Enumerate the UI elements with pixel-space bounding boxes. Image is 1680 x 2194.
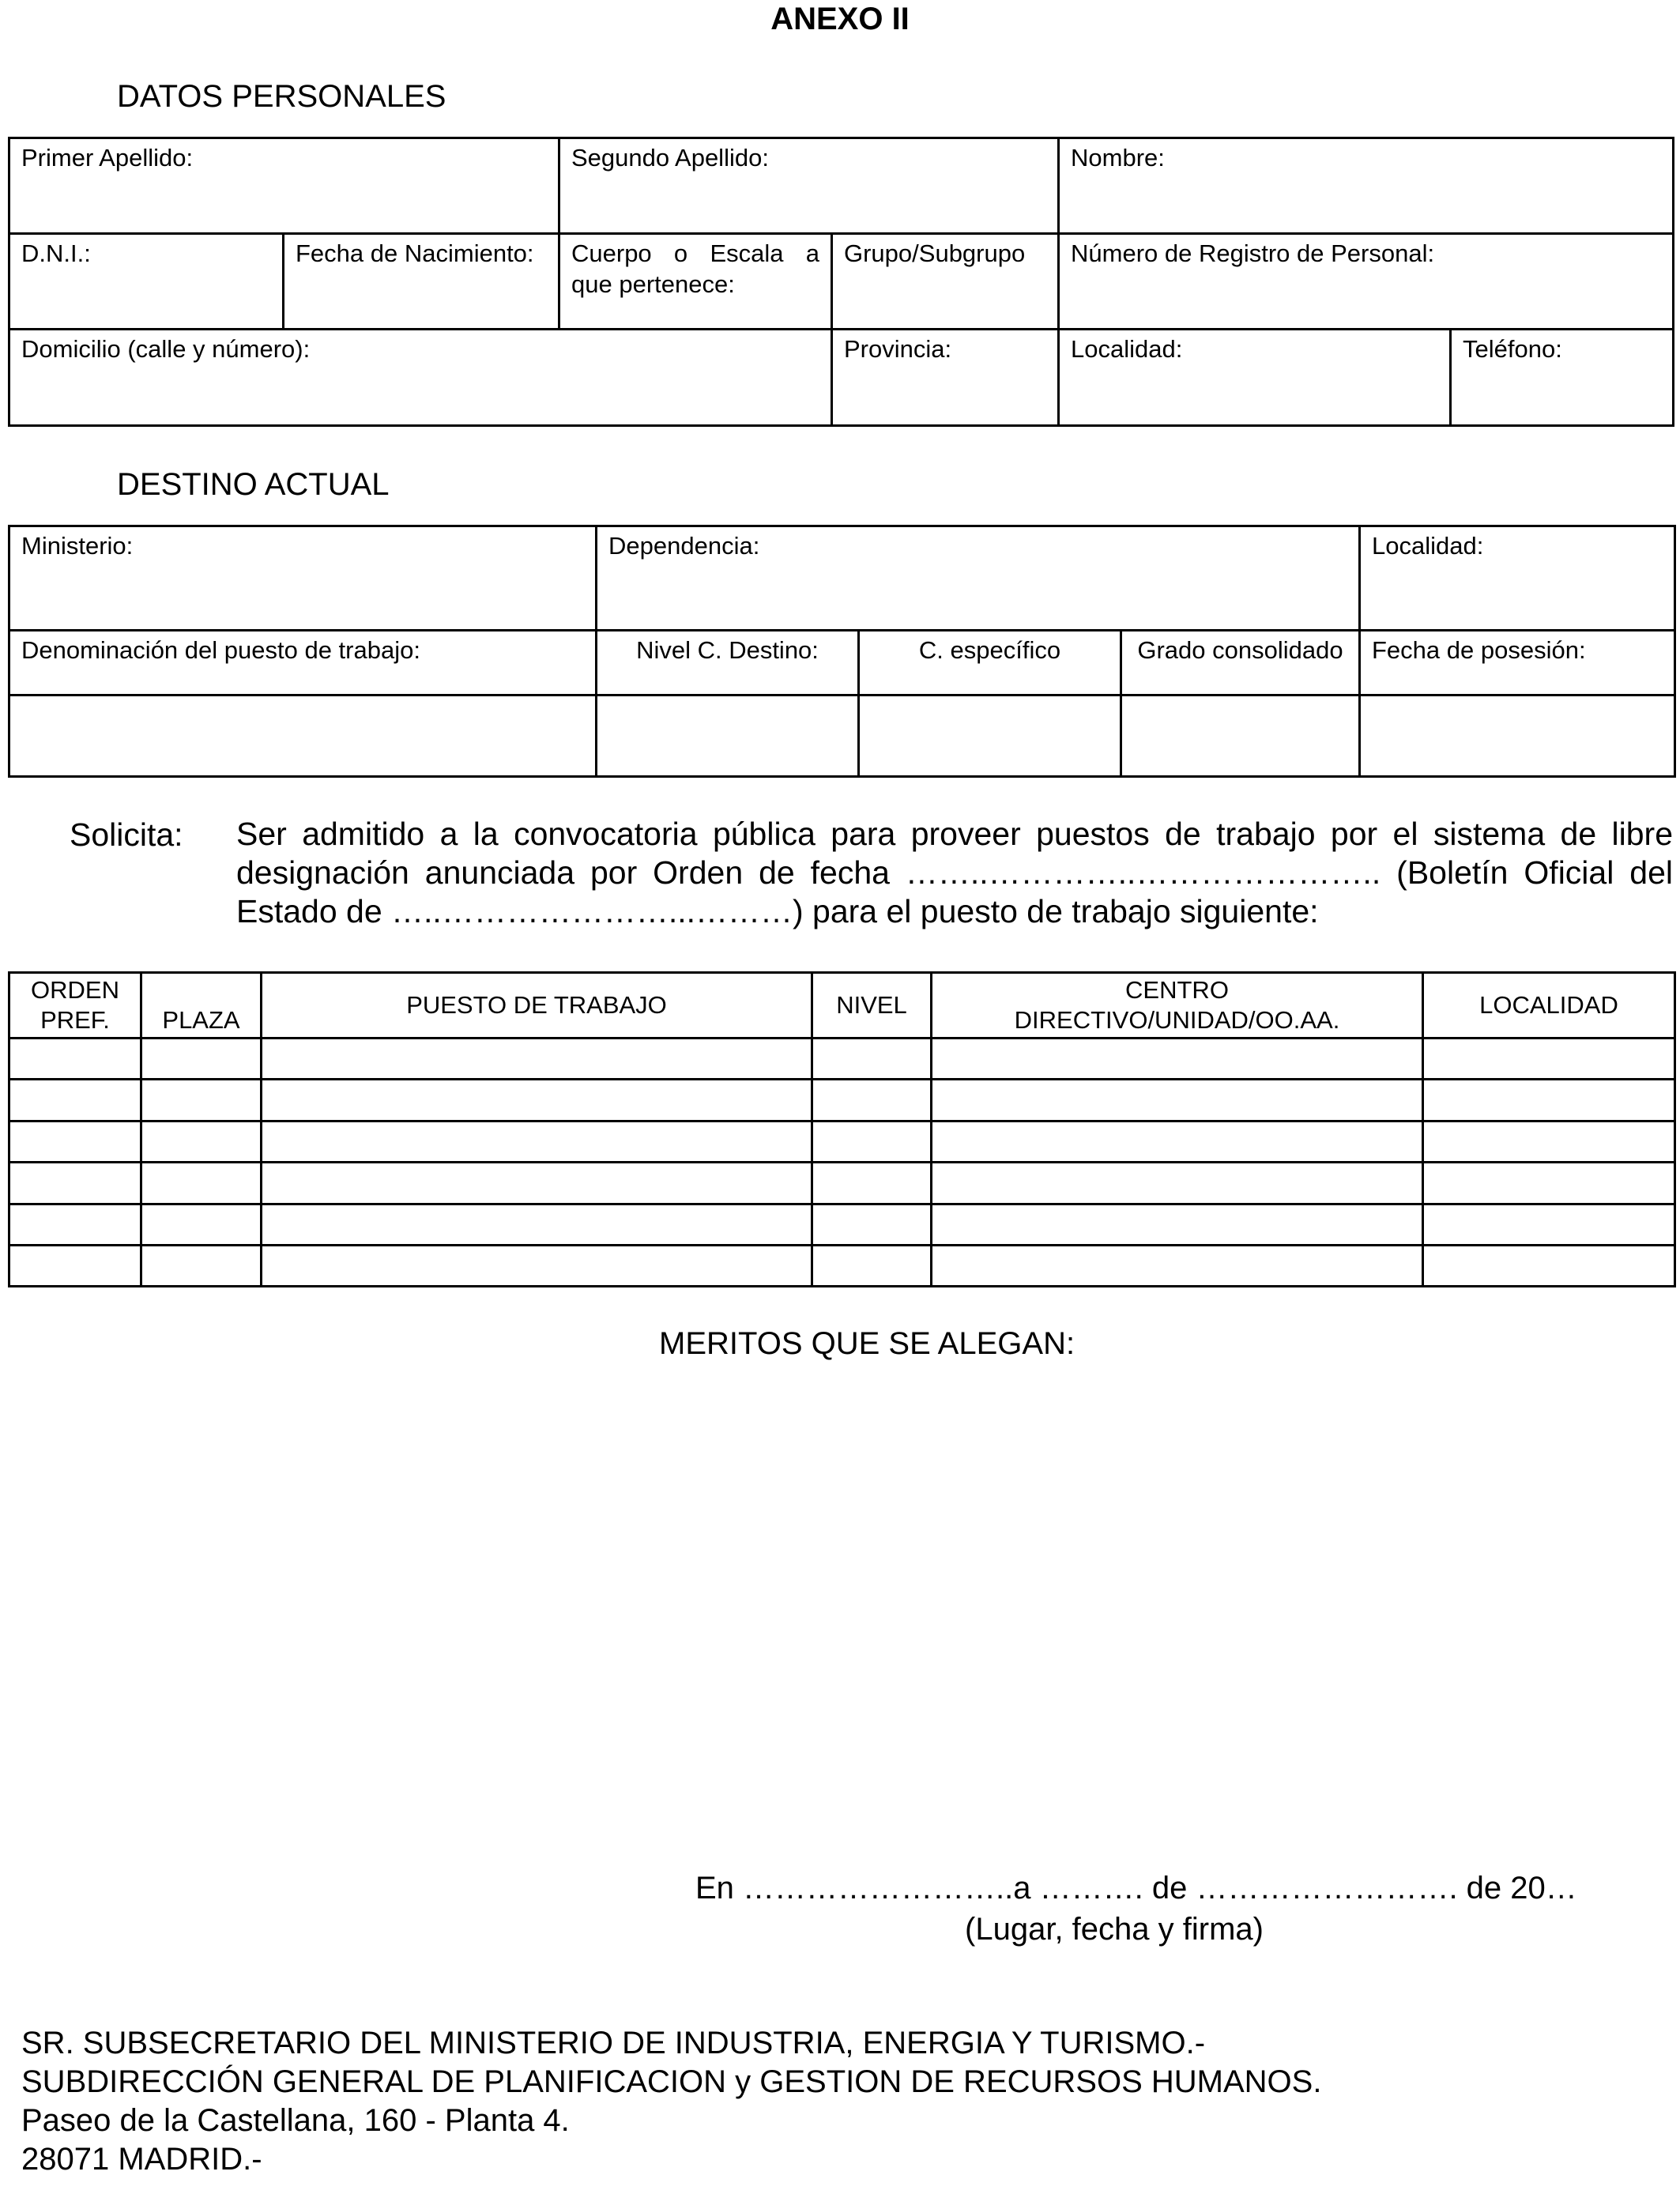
meritos-heading: MERITOS QUE SE ALEGAN: — [659, 1326, 1075, 1361]
grado-consolidado-input[interactable] — [1121, 696, 1360, 777]
table-cell[interactable] — [932, 1122, 1423, 1163]
table-row — [9, 1163, 1675, 1204]
table-cell[interactable] — [812, 1039, 932, 1080]
plaza-header: PLAZA — [141, 973, 262, 1039]
segundo-apellido-field[interactable]: Segundo Apellido: — [559, 138, 1059, 234]
table-row — [9, 1039, 1675, 1080]
table-cell[interactable] — [141, 1246, 262, 1287]
address-line-3: Paseo de la Castellana, 160 - Planta 4. — [21, 2103, 570, 2138]
localidad-field[interactable]: Localidad: — [1059, 330, 1451, 426]
destino-actual-table — [8, 525, 1676, 778]
nrp-field[interactable]: Número de Registro de Personal: — [1059, 234, 1674, 330]
table-cell[interactable] — [9, 1039, 141, 1080]
table-cell[interactable] — [812, 1246, 932, 1287]
domicilio-field[interactable]: Domicilio (calle y número): — [9, 330, 832, 426]
table-cell[interactable] — [262, 1122, 812, 1163]
fecha-posesion-input[interactable] — [1360, 696, 1675, 777]
puesto-trabajo-header: PUESTO DE TRABAJO — [262, 973, 812, 1039]
datos-personales-heading: DATOS PERSONALES — [117, 79, 446, 114]
table-cell[interactable] — [262, 1039, 812, 1080]
lugar-fecha-caption: (Lugar, fecha y firma) — [965, 1912, 1264, 1947]
table-cell[interactable] — [262, 1163, 812, 1204]
table-cell[interactable] — [932, 1204, 1423, 1246]
table-cell[interactable] — [932, 1246, 1423, 1287]
table-cell[interactable] — [141, 1122, 262, 1163]
table-cell[interactable] — [932, 1163, 1423, 1204]
table-cell[interactable] — [812, 1163, 932, 1204]
table-cell[interactable] — [1423, 1122, 1675, 1163]
table-row — [9, 1122, 1675, 1163]
table-cell[interactable] — [9, 1246, 141, 1287]
cuerpo-escala-field[interactable]: Cuerpo o Escala a que pertenece: — [559, 234, 832, 330]
table-cell[interactable] — [1423, 1039, 1675, 1080]
telefono-field[interactable]: Teléfono: — [1451, 330, 1674, 426]
solicita-text: Ser admitido a la convocatoria pública para proveer puestos de trabajo por el sistema de libre designación anunciada por Orden de fecha ……..…………..………………….. (Boletín Oficial del Estado de …..…………………...………) para el puesto de trabajo siguiente: — [236, 816, 1673, 929]
table-cell[interactable] — [932, 1039, 1423, 1080]
primer-apellido-field[interactable]: Primer Apellido: — [9, 138, 559, 234]
table-cell[interactable] — [1423, 1204, 1675, 1246]
address-line-2: SUBDIRECCIÓN GENERAL DE PLANIFICACION y GESTION DE RECURSOS HUMANOS. — [21, 2064, 1322, 2099]
datos-personales-table — [8, 137, 1674, 427]
complemento-especifico-input[interactable] — [859, 696, 1121, 777]
provincia-field[interactable]: Provincia: — [832, 330, 1059, 426]
page-title: ANEXO II — [770, 2, 910, 36]
solicita-label: Solicita: — [70, 816, 183, 853]
table-cell[interactable] — [262, 1246, 812, 1287]
table-row — [9, 1204, 1675, 1246]
centro-directivo-header: CENTRO DIRECTIVO/UNIDAD/OO.AA. — [932, 973, 1423, 1039]
localidad-header: LOCALIDAD — [1423, 973, 1675, 1039]
destino-actual-heading: DESTINO ACTUAL — [117, 467, 390, 502]
table-cell[interactable] — [932, 1080, 1423, 1122]
nivel-destino-label: Nivel C. Destino: — [597, 631, 859, 696]
lugar-fecha-line: En ……………………..a ………. de ……………………. de 20… — [695, 1871, 1577, 1906]
nivel-header: NIVEL — [812, 973, 932, 1039]
table-cell[interactable] — [141, 1039, 262, 1080]
table-cell[interactable] — [812, 1122, 932, 1163]
dependencia-field[interactable]: Dependencia: — [597, 526, 1360, 631]
table-row — [9, 1080, 1675, 1122]
address-line-1: SR. SUBSECRETARIO DEL MINISTERIO DE INDUSTRIA, ENERGIA Y TURISMO.- — [21, 2026, 1206, 2060]
complemento-especifico-label: C. específico — [859, 631, 1121, 696]
table-cell[interactable] — [262, 1204, 812, 1246]
nombre-field[interactable]: Nombre: — [1059, 138, 1674, 234]
table-cell[interactable] — [262, 1080, 812, 1122]
table-cell[interactable] — [141, 1204, 262, 1246]
table-row — [9, 1246, 1675, 1287]
table-cell[interactable] — [9, 1204, 141, 1246]
dni-field[interactable]: D.N.I.: — [9, 234, 284, 330]
fecha-posesion-label: Fecha de posesión: — [1360, 631, 1675, 696]
table-cell[interactable] — [812, 1204, 932, 1246]
denominacion-label: Denominación del puesto de trabajo: — [9, 631, 597, 696]
ministerio-field[interactable]: Ministerio: — [9, 526, 597, 631]
table-cell[interactable] — [9, 1122, 141, 1163]
table-cell[interactable] — [9, 1163, 141, 1204]
orden-pref-header: ORDEN PREF. — [9, 973, 141, 1039]
plazas-table — [8, 971, 1676, 1287]
nivel-destino-input[interactable] — [597, 696, 859, 777]
destino-localidad-field[interactable]: Localidad: — [1360, 526, 1675, 631]
table-cell[interactable] — [1423, 1163, 1675, 1204]
table-cell[interactable] — [141, 1163, 262, 1204]
address-line-4: 28071 MADRID.- — [21, 2142, 262, 2177]
grupo-subgrupo-field[interactable]: Grupo/Subgrupo — [832, 234, 1059, 330]
address-block — [21, 2024, 1321, 2179]
table-cell[interactable] — [9, 1080, 141, 1122]
table-cell[interactable] — [812, 1080, 932, 1122]
table-cell[interactable] — [1423, 1080, 1675, 1122]
fecha-nacimiento-field[interactable]: Fecha de Nacimiento: — [284, 234, 559, 330]
grado-consolidado-label: Grado consolidado — [1121, 631, 1360, 696]
table-cell[interactable] — [1423, 1246, 1675, 1287]
denominacion-input[interactable] — [9, 696, 597, 777]
table-cell[interactable] — [141, 1080, 262, 1122]
